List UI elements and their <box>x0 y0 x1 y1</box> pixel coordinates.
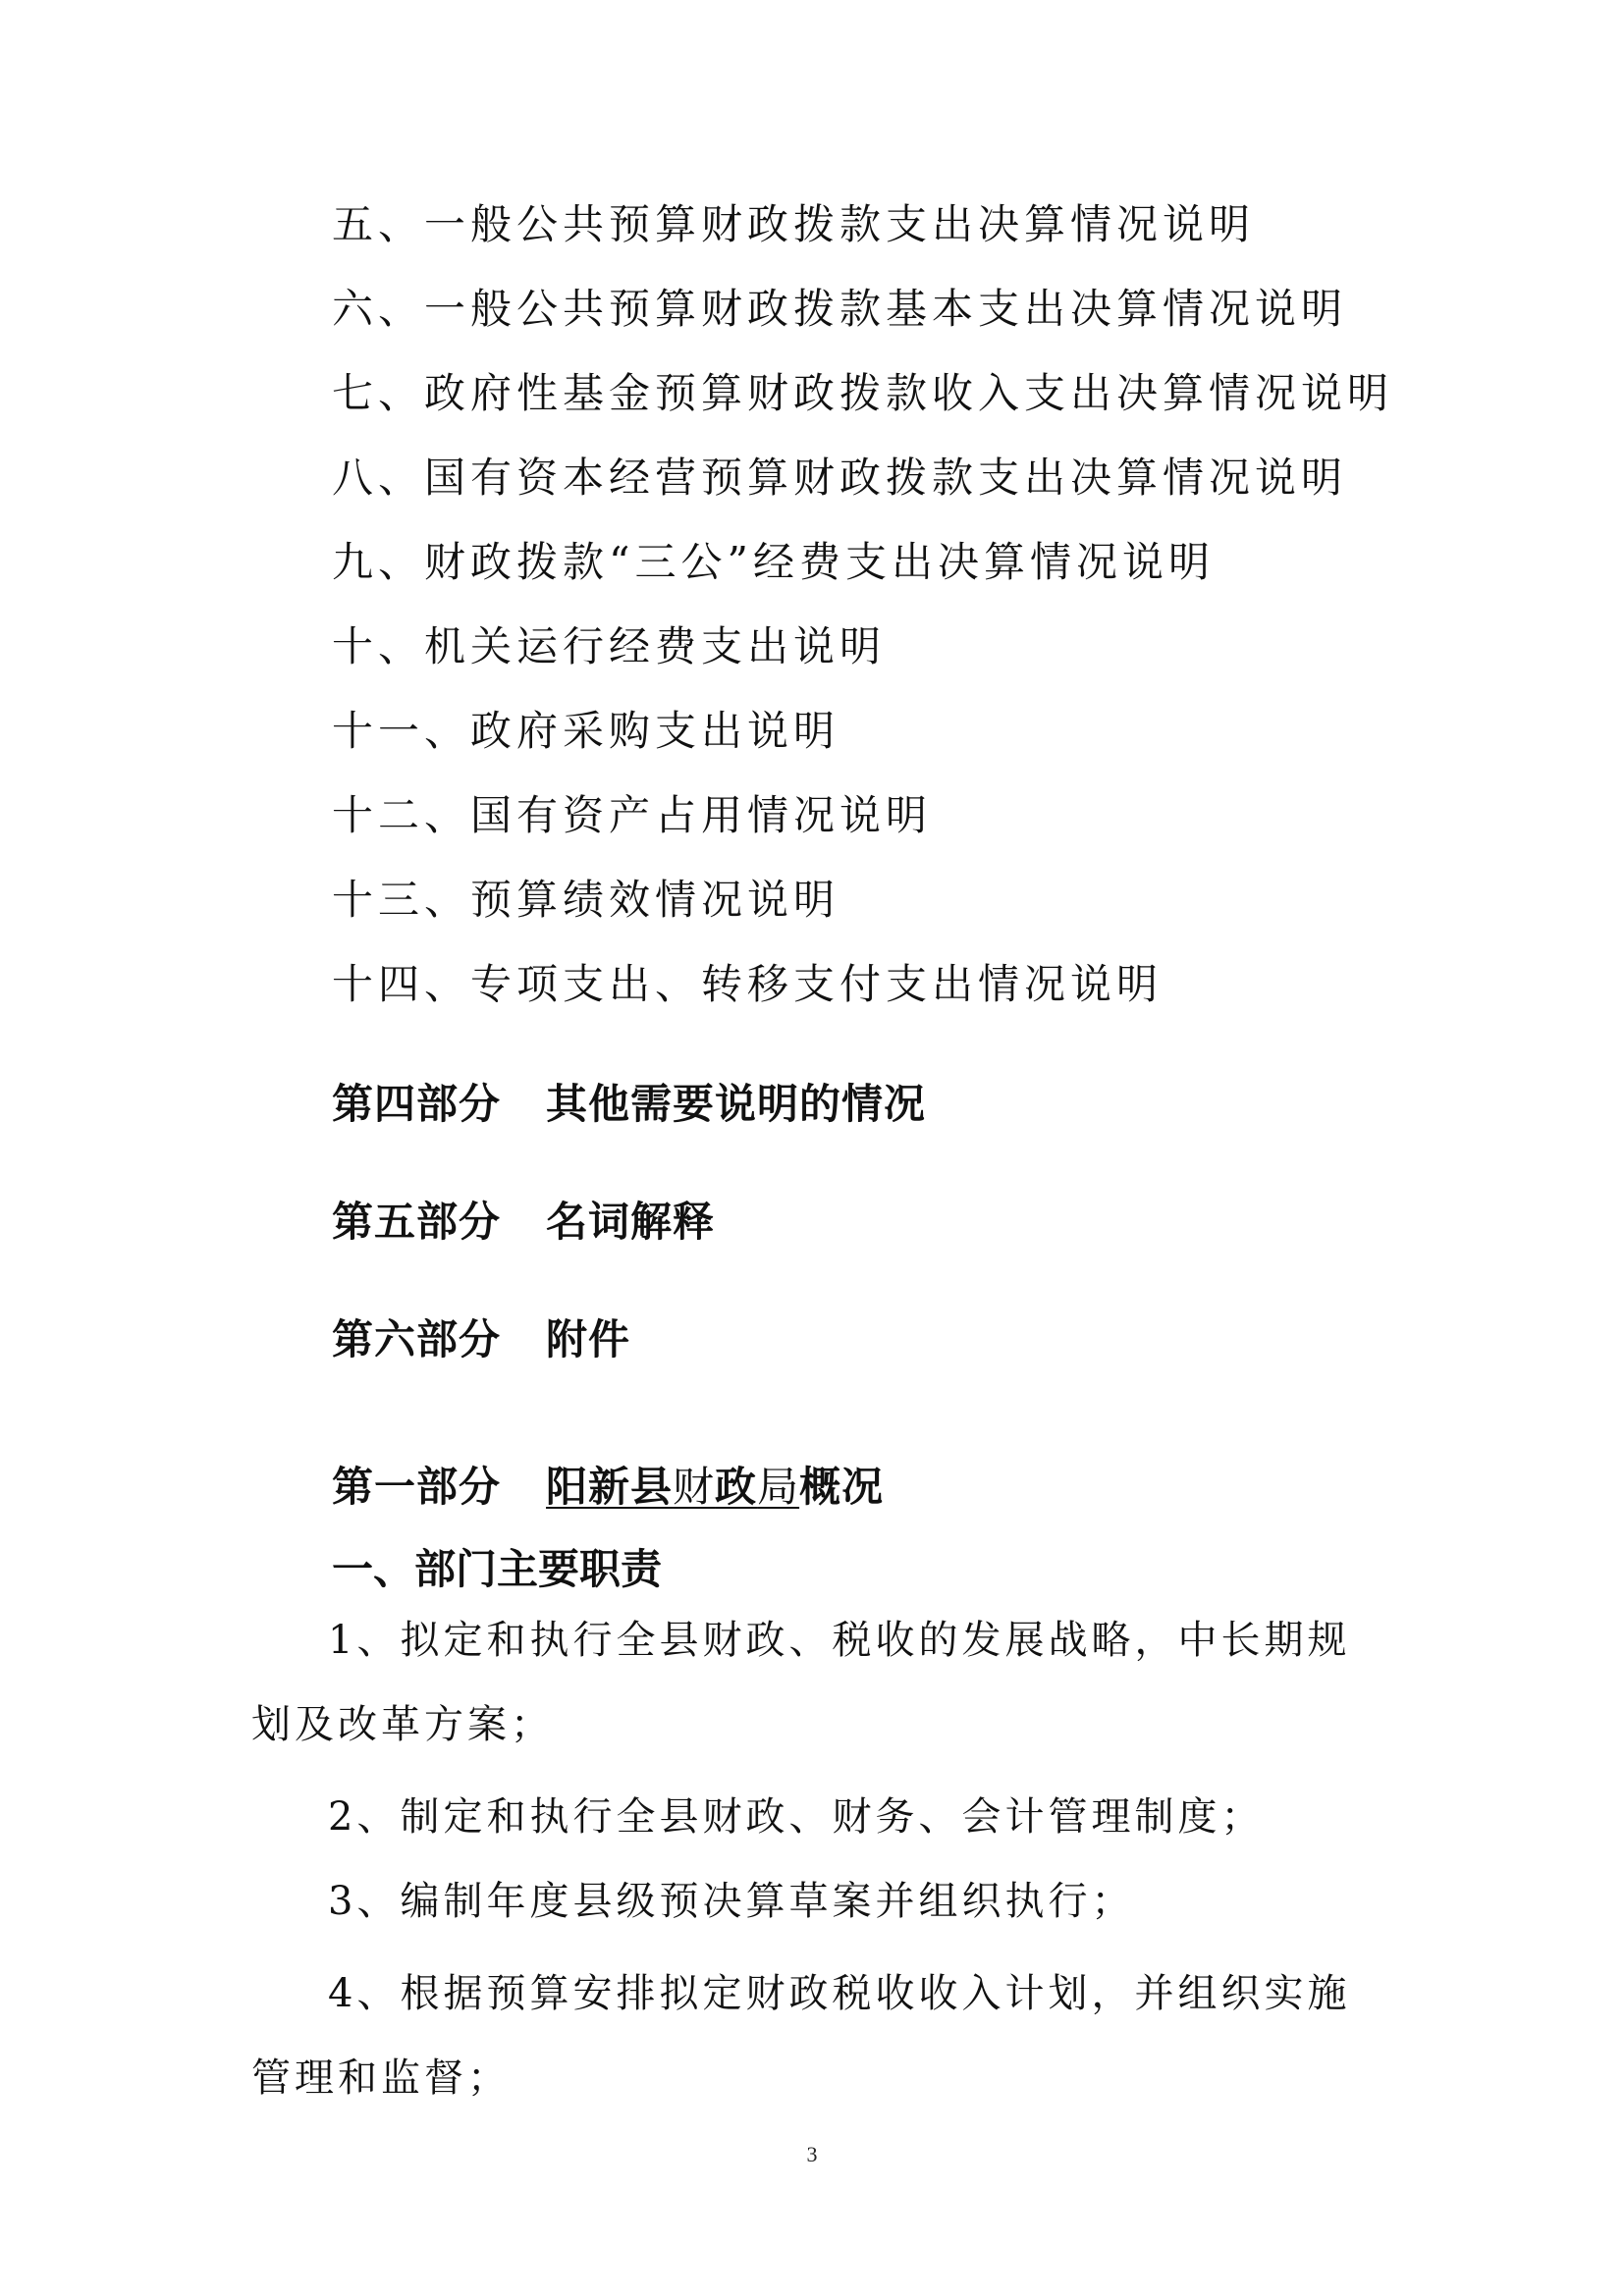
part-title: 附件 <box>546 1315 631 1363</box>
toc-item: 十四、专项支出、转移支付支出情况说明 <box>332 960 1164 1008</box>
toc-item: 九、财政拨款“三公”经费支出决算情况说明 <box>332 538 1215 586</box>
page-number: 3 <box>806 2142 818 2166</box>
duty-paragraph <box>251 1598 1390 1767</box>
part-label: 第五部分 <box>332 1198 502 1246</box>
toc-item: 十、机关运行经费支出说明 <box>332 622 887 670</box>
toc-item: 七、政府性基金预算财政拨款收入支出决算情况说明 <box>332 369 1394 417</box>
part-label: 第一部分 <box>332 1463 502 1511</box>
part-title: 名词解释 <box>546 1198 716 1246</box>
department-name <box>546 1463 799 1511</box>
part-heading <box>332 1315 631 1363</box>
part-title-suffix: 概况 <box>799 1463 885 1511</box>
department-name-c: 政 <box>715 1463 758 1511</box>
duty-paragraph <box>251 1951 1390 2120</box>
duty-text: 2、制定和执行全县财政、财务、会计管理制度； <box>328 1794 1265 1840</box>
part-one-heading <box>332 1463 885 1511</box>
duty-paragraph <box>251 1775 1390 1859</box>
toc-item: 十二、国有资产占用情况说明 <box>332 791 933 839</box>
part-heading <box>332 1080 927 1128</box>
part-heading <box>332 1198 716 1246</box>
part-label: 第四部分 <box>332 1080 502 1128</box>
toc-item: 六、一般公共预算财政拨款基本支出决算情况说明 <box>332 285 1348 333</box>
department-name-a: 阳新县 <box>546 1463 674 1511</box>
duty-paragraph <box>251 1859 1390 1944</box>
part-title: 其他需要说明的情况 <box>546 1080 927 1128</box>
toc-item: 八、国有资本经营预算财政拨款支出决算情况说明 <box>332 454 1348 502</box>
part-label: 第六部分 <box>332 1315 502 1363</box>
department-name-b: 财 <box>673 1463 716 1511</box>
duty-text: 3、编制年度县级预决算草案并组织执行； <box>328 1879 1135 1924</box>
toc-item: 十三、预算绩效情况说明 <box>332 876 840 924</box>
department-name-d: 局 <box>757 1463 800 1511</box>
section-heading: 一、部门主要职责 <box>332 1545 663 1593</box>
duty-text: 1、拟定和执行全县财政、税收的发展战略，中长期规划及改革方案； <box>251 1618 1351 1747</box>
duty-text: 4、根据预算安排拟定财政税收收入计划，并组织实施管理和监督； <box>251 1971 1351 2101</box>
toc-item: 五、一般公共预算财政拨款支出决算情况说明 <box>332 200 1256 248</box>
toc-item: 十一、政府采购支出说明 <box>332 707 840 755</box>
